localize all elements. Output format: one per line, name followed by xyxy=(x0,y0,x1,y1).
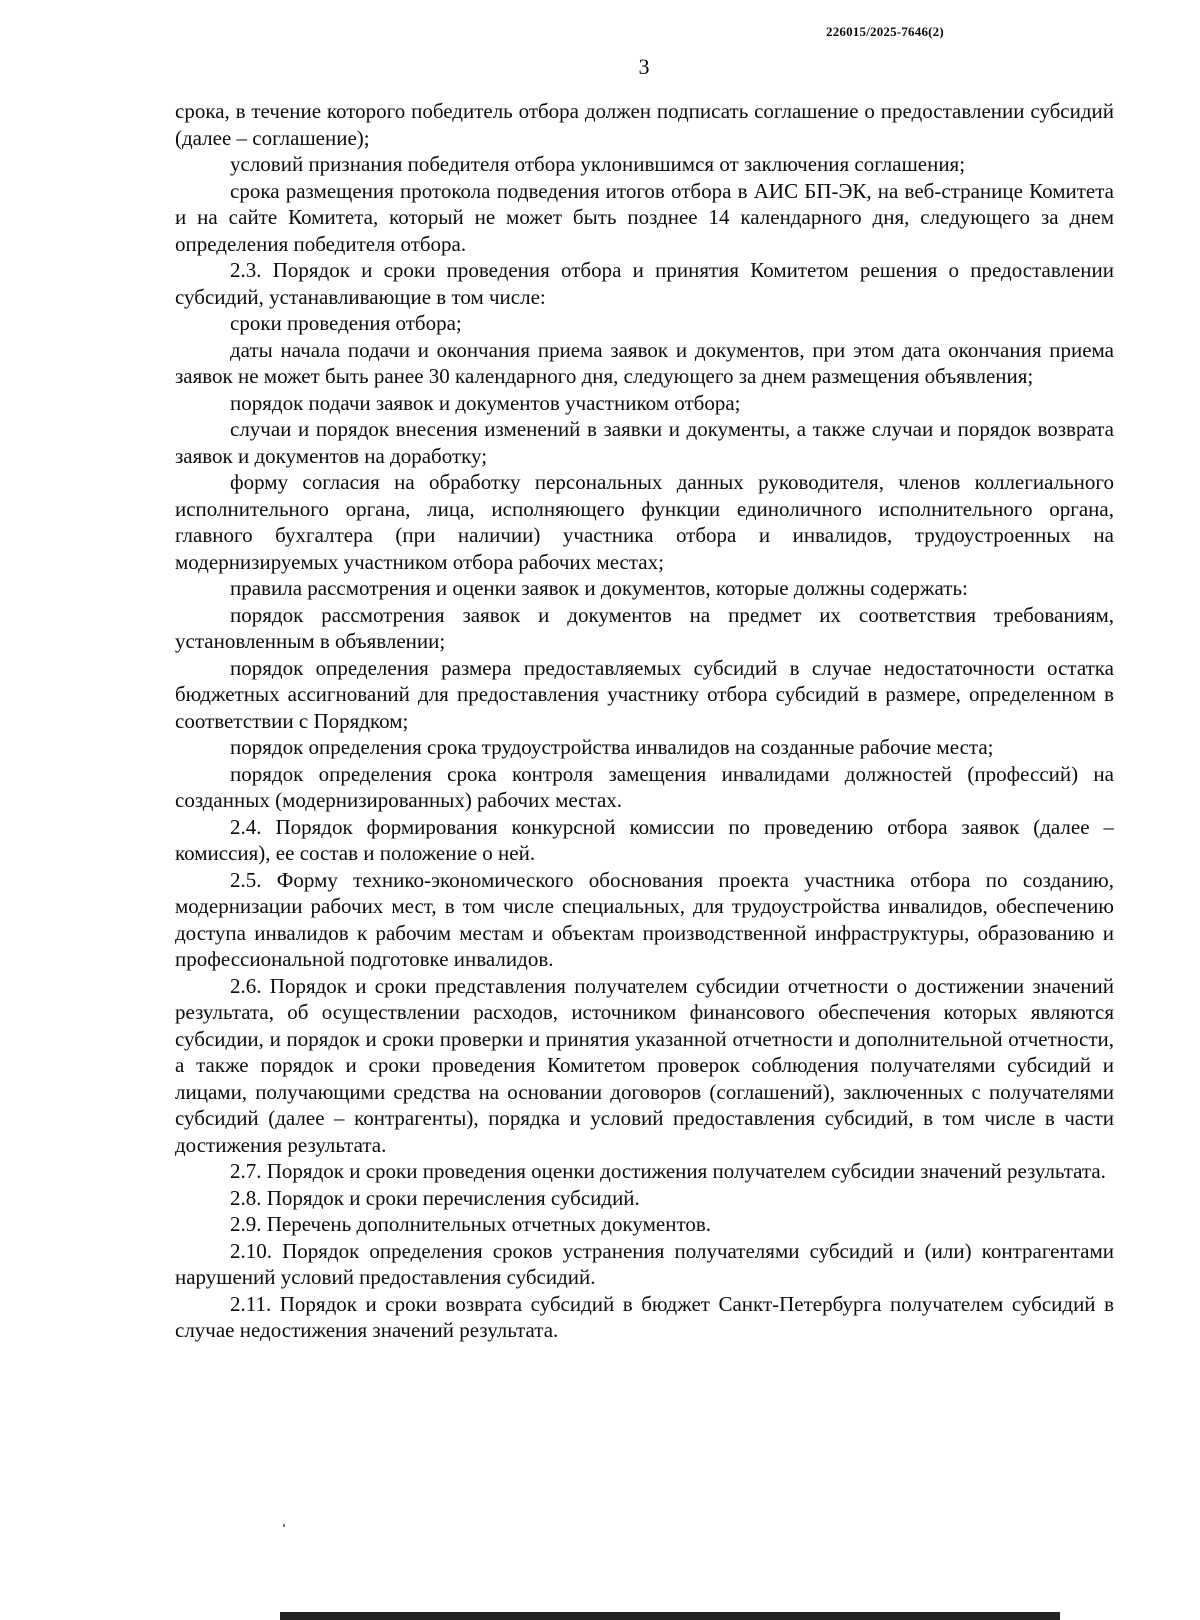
section-2-4: 2.4. Порядок формирования конкурсной комиссии по проведению отбора заявок (далее – комиссия), ее состав и положение о ней. xyxy=(175,814,1114,865)
paragraph: порядок определения срока трудоустройства инвалидов на созданные рабочие места; xyxy=(230,735,994,759)
section-2-9: 2.9. Перечень дополнительных отчетных документов. xyxy=(230,1212,712,1236)
paragraph: случаи и порядок внесения изменений в заявки и документы, а также случаи и порядок возврата заявок и документов на доработку; xyxy=(175,417,1114,468)
page-number: 3 xyxy=(638,54,650,79)
paragraph: срока, в течение которого победитель отбора должен подписать соглашение о предоставлении субсидий (далее – соглашение); xyxy=(175,99,1114,150)
paragraph: порядок рассмотрения заявок и документов на предмет их соответствия требованиям, установленным в объявлении; xyxy=(175,602,1114,653)
section-2-10: 2.10. Порядок определения сроков устранения получателями субсидий и (или) контрагентами нарушений условий предоставления субсидий. xyxy=(175,1238,1114,1289)
paragraph: условий признания победителя отбора уклонившимся от заключения соглашения; xyxy=(230,152,966,176)
paragraph: сроки проведения отбора; xyxy=(230,311,462,335)
section-2-8: 2.8. Порядок и сроки перечисления субсидий. xyxy=(230,1185,640,1210)
paragraph: правила рассмотрения и оценки заявок и документов, которые должны содержать: xyxy=(230,576,968,600)
document-registration-number: 226015/2025-7646(2) xyxy=(826,24,944,39)
paragraph: порядок подачи заявок и документов участником отбора; xyxy=(230,390,741,415)
document-body xyxy=(175,98,1114,1344)
paragraph: даты начала подачи и окончания приема заявок и документов, при этом дата окончания приема заявок не может быть ранее 30 календарного дня, следующего за днем размещения объявления; xyxy=(175,337,1114,388)
section-2-3: 2.3. Порядок и сроки проведения отбора и принятия Комитетом решения о предоставлении субсидий, устанавливающие в том числе: xyxy=(175,258,1114,309)
paragraph: порядок определения размера предоставляемых субсидий в случае недостаточности остатка бюджетных ассигнований для предоставления участнику отбора субсидий в размере, определенном в соответствии с Порядком; xyxy=(175,655,1114,733)
scan-artifact-bar xyxy=(280,1612,1060,1620)
section-2-7: 2.7. Порядок и сроки проведения оценки достижения получателем субсидии значений результата. xyxy=(230,1159,1106,1183)
paragraph: порядок определения срока контроля замещения инвалидами должностей (профессий) на созданных (модернизированных) рабочих местах. xyxy=(175,761,1114,812)
scan-artifact-dot xyxy=(283,1524,285,1527)
paragraph: форму согласия на обработку персональных данных руководителя, членов коллегиального исполнительного органа, лица, исполняющего функции единоличного исполнительного органа, главного бухгалтера (при наличии) участника отбора и инвалидов, трудоустроенных на модернизируемых участником отбора рабочих местах; xyxy=(175,470,1114,574)
section-2-11: 2.11. Порядок и сроки возврата субсидий в бюджет Санкт-Петербурга получателем субсидий в случае недостижения значений результата. xyxy=(175,1291,1114,1342)
section-2-5: 2.5. Форму технико-экономического обоснования проекта участника отбора по созданию, модернизации рабочих мест, в том числе специальных, для трудоустройства инвалидов, обеспечению доступа инвалидов к рабочим местам и объектам производственной инфраструктуры, образованию и профессиональной подготовке инвалидов. xyxy=(175,867,1114,971)
paragraph: срока размещения протокола подведения итогов отбора в АИС БП-ЭК, на веб-странице Комитета и на сайте Комитета, который не может быть позднее 14 календарного дня, следующего за днем определения победителя отбора. xyxy=(175,178,1114,256)
section-2-6: 2.6. Порядок и сроки представления получателем субсидии отчетности о достижении значений результата, об осуществлении расходов, источником финансового обеспечения которых являются субсидии, и порядок и сроки проверки и принятия указанной отчетности и дополнительной отчетности, а также порядок и сроки проведения Комитетом проверок соблюдения получателями субсидий и лицами, получающими средства на основании договоров (соглашений), заключенных с получателями субсидий (далее – контрагенты), порядка и условий предоставления субсидий, в том числе в части достижения результата. xyxy=(175,973,1114,1157)
